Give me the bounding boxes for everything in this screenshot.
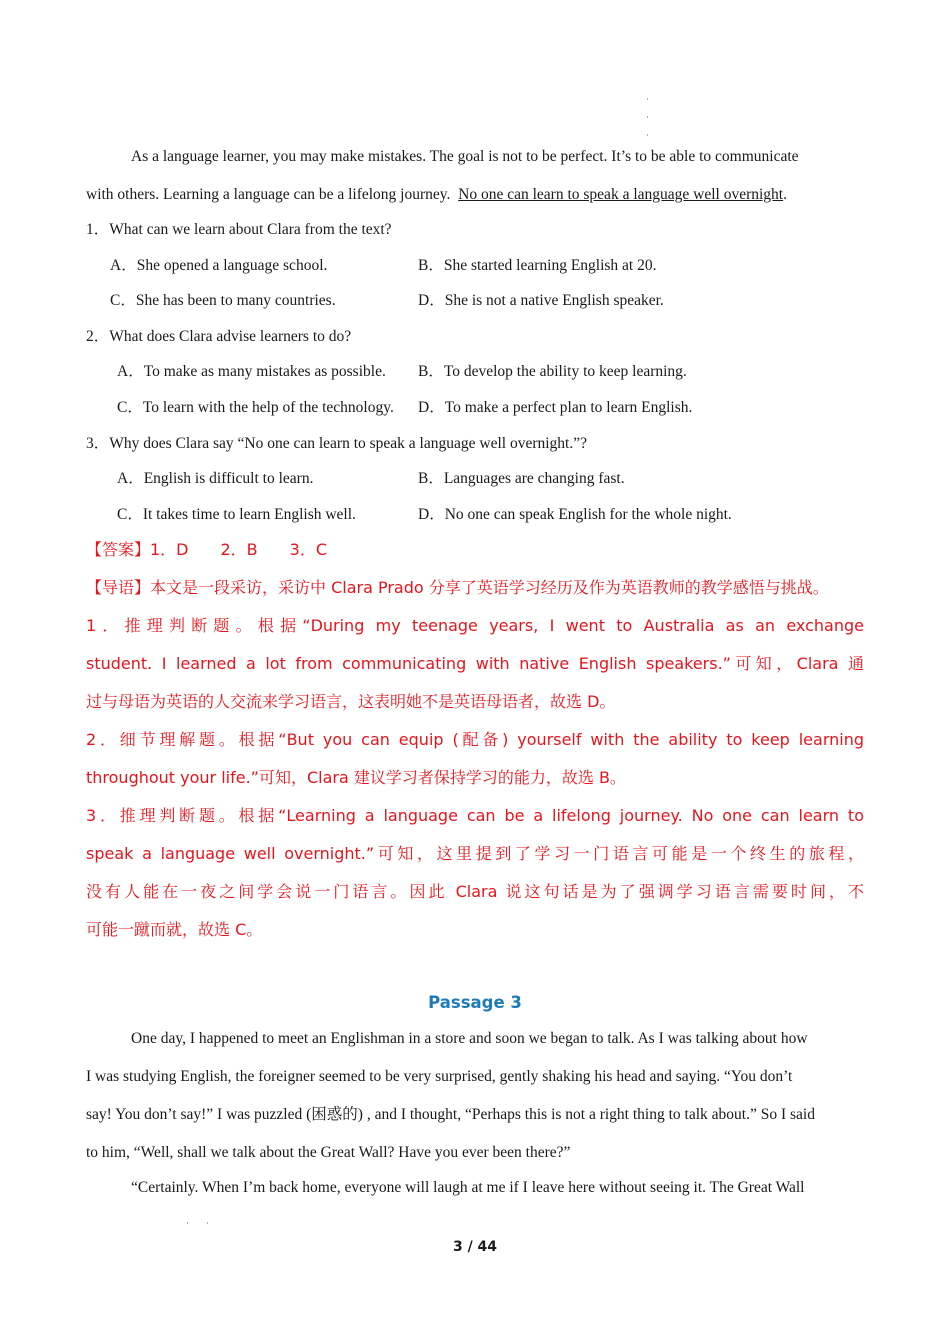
passage-text: with others. Learning a language can be a lifelong journey. — [86, 186, 451, 203]
question-stem: 1．What can we learn about Clara from the text? — [86, 221, 392, 238]
guide-text: 【导语】本文是一段采访，采访中 Clara Prado 分享了英语学习经历及作为英语教师的教学感悟与挑战。 — [86, 578, 829, 597]
explanation-line: 3．推理判断题。根据“Learning a language can be a lifelong journey. No one can learn to — [86, 806, 864, 825]
option-a: A．To make as many mistakes as possible. — [117, 363, 386, 380]
explanation-line: student. I learned a lot from communicating with native English speakers.”可知，Clara 通 — [86, 654, 864, 673]
scan-mark: · — [646, 112, 649, 122]
option-d: D．She is not a native English speaker. — [418, 292, 664, 309]
answer-key: 【答案】1．D 2．B 3．C — [86, 540, 328, 559]
passage-text-line: I was studying English, the foreigner seemed to be very surprised, gently shaking his head and saying. “You don’t — [86, 1068, 793, 1085]
option-c: C．To learn with the help of the technology. — [117, 399, 394, 416]
explanation-line: 2．细节理解题。根据“But you can equip (配备) yourself with the ability to keep learning — [86, 730, 864, 749]
passage-text-line: to him, “Well, shall we talk about the Great Wall? Have you ever been there?” — [86, 1144, 571, 1161]
option-b: B．She started learning English at 20. — [418, 257, 657, 274]
passage-text-line — [86, 185, 787, 205]
option-d: D．To make a perfect plan to learn English. — [418, 399, 693, 416]
option-c: C．She has been to many countries. — [110, 292, 336, 309]
scan-mark: · — [206, 1218, 209, 1228]
option-a: A．She opened a language school. — [110, 257, 328, 274]
option-b: B．To develop the ability to keep learning. — [418, 363, 687, 380]
scan-mark: · — [186, 1218, 189, 1228]
explanation-line: 可能一蹴而就，故选 C。 — [86, 920, 263, 939]
option-c: C．It takes time to learn English well. — [117, 506, 356, 523]
passage-text-line: One day, I happened to meet an Englishman in a store and soon we began to talk. As I was talking about how — [131, 1030, 808, 1047]
explanation-line: 过与母语为英语的人交流来学习语言，这表明她不是英语母语者，故选 D。 — [86, 692, 616, 711]
option-a: A．English is difficult to learn. — [117, 470, 314, 487]
passage-text-line: As a language learner, you may make mistakes. The goal is not to be perfect. It’s to be able to communicate — [131, 148, 799, 165]
option-b: B．Languages are changing fast. — [418, 470, 625, 487]
explanation-line: throughout your life.”可知，Clara 建议学习者保持学习的能力，故选 B。 — [86, 768, 626, 787]
explanation-line: speak a language well overnight.”可知，这里提到了学习一门语言可能是一个终生的旅程， — [86, 844, 864, 863]
explanation-line: 1．推理判断题。根据“During my teenage years, I went to Australia as an exchange — [86, 616, 864, 635]
scan-mark: · — [646, 94, 649, 104]
answer-explanation — [86, 531, 864, 949]
passage-heading: Passage 3 — [428, 993, 522, 1012]
passage-text-line: say! You don’t say!” I was puzzled (困惑的) , and I thought, “Perhaps this is not a right thing to talk about.” So I said — [86, 1106, 815, 1123]
passage-text: . — [783, 186, 787, 203]
question-stem: 2．What does Clara advise learners to do? — [86, 328, 352, 345]
scan-mark: · — [646, 130, 649, 140]
page-number: 3 / 44 — [452, 1239, 498, 1255]
passage-text-line: “Certainly. When I’m back home, everyone will laugh at me if I leave here without seeing it. The Great Wall — [131, 1179, 805, 1196]
explanation-line: 没有人能在一夜之间学会说一门语言。因此 Clara 说这句话是为了强调学习语言需要时间，不 — [86, 882, 864, 901]
question-stem: 3．Why does Clara say “No one can learn to speak a language well overnight.”? — [86, 435, 587, 452]
option-d: D．No one can speak English for the whole night. — [418, 506, 732, 523]
underlined-sentence: No one can learn to speak a language well overnight — [458, 186, 784, 203]
